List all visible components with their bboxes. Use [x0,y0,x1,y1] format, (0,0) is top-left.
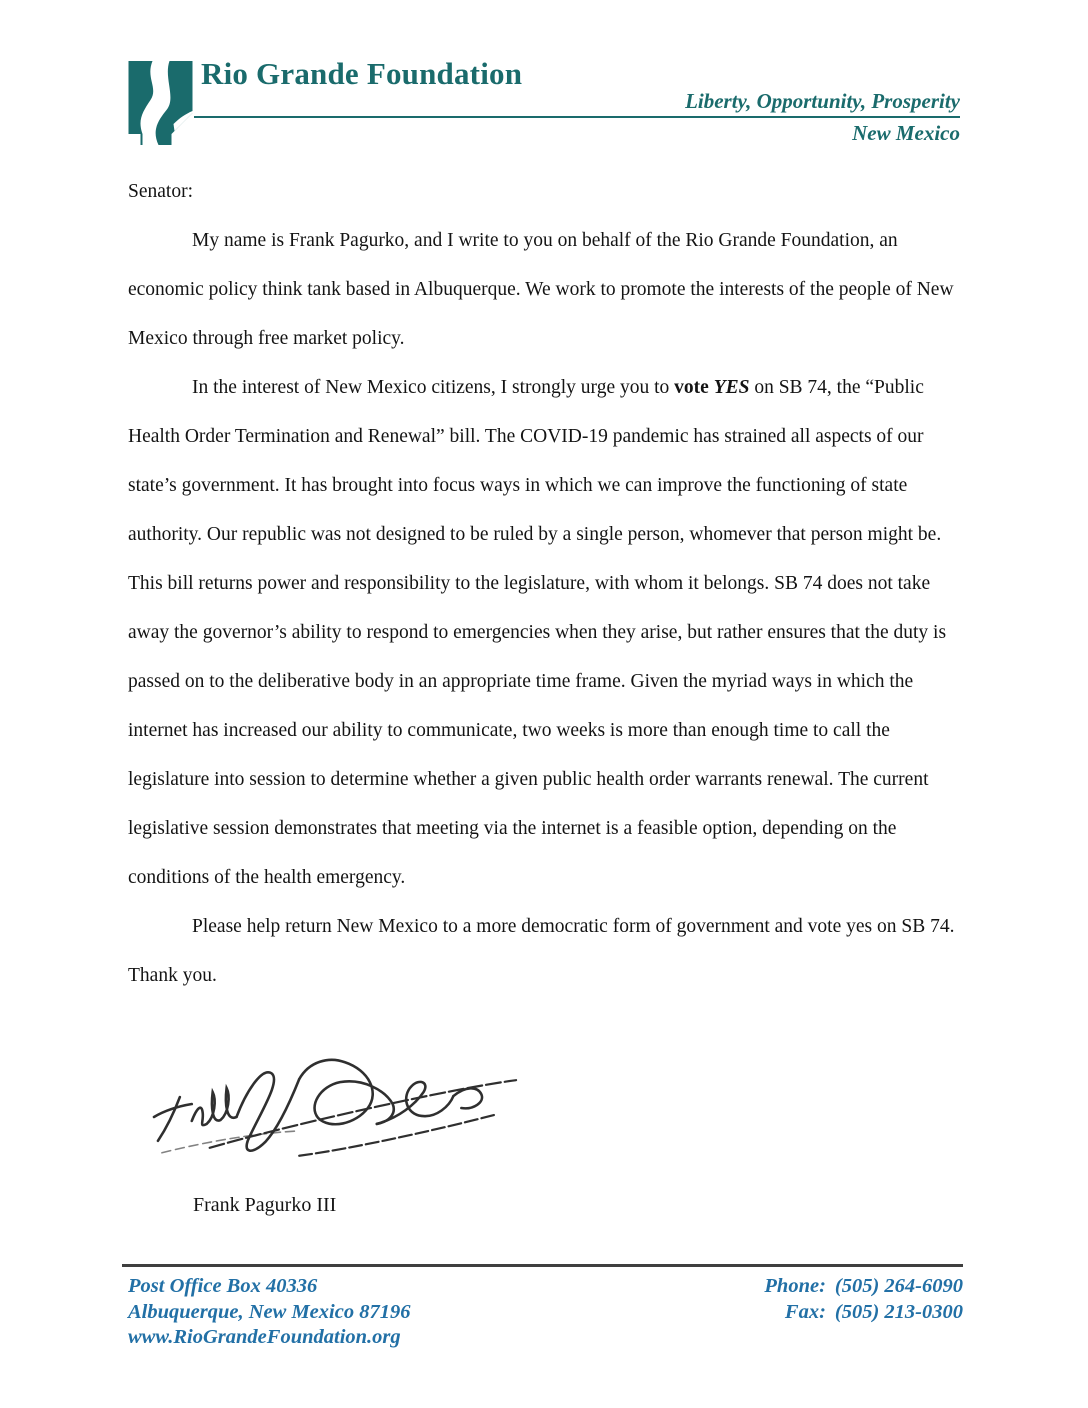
paragraph-text: vote [674,377,714,398]
new-mexico-river-logo-icon [127,58,194,146]
paragraph-text: YES [713,377,750,398]
signatory-name: Frank Pagurko III [193,1194,337,1216]
footer [128,1274,963,1351]
fax-number: (505) 213-0300 [834,1300,963,1323]
paragraph-text: on SB 74, the “Public Health Order Termination and Renewal” bill. The COVID-19 pandemic has strained all aspects of our state’s government. It has brought into focus ways in which we can improve the functioning of state authority. Our republic was not designed to be ruled by a single person, whomever that person might be. This bill returns power and responsibility to the legislature, with whom it belongs. SB 74 does not take away the governor’s ability to respond to emergencies when they arise, but rather ensures that the duty is passed on to the deliberative body in an appropriate time frame. Given the myriad ways in which the internet has increased our ability to communicate, two weeks is more than enough time to call the legislature into session to determine whether a given public health order warrants renewal. The current legislative session demonstrates that meeting via the internet is a feasible option, depending on the conditions of the health emergency. [128,377,947,888]
footer-divider [122,1264,963,1267]
org-tagline: Liberty, Opportunity, Prosperity [685,89,960,113]
paragraph-text: Senator: [128,181,193,202]
footer-website: www.RioGrandeFoundation.org [128,1326,401,1348]
handwritten-signature-image [150,1050,528,1168]
header-divider [194,116,960,118]
footer-address-block [128,1274,410,1351]
paragraph-text: My name is Frank Pagurko, and I write to you on behalf of the Rio Grande Foundation, an economic policy think tank based in Albuquerque. We work to promote the interests of the people of New Mexico through free market policy. [128,230,954,349]
footer-phone-row [764,1274,963,1300]
letter-body [128,167,968,1000]
paragraph-text: In the interest of New Mexico citizens, I strongly urge you to [192,377,675,398]
paragraph [128,363,968,902]
paragraph [128,167,968,216]
fax-label: Fax: [784,1300,826,1323]
paragraph [128,216,968,363]
paragraph-text: Please help return New Mexico to a more democratic form of government and vote yes on SB 74. Thank you. [128,916,955,986]
phone-label: Phone: [764,1275,826,1297]
footer-fax-row [764,1300,963,1326]
footer-contact-block [764,1274,963,1351]
org-region: New Mexico [852,121,960,145]
footer-po-box: Post Office Box 40336 [128,1275,318,1297]
phone-number: (505) 264-6090 [834,1275,963,1297]
paragraph [128,902,968,1000]
org-title: Rio Grande Foundation [201,56,523,91]
footer-city-line: Albuquerque, New Mexico 87196 [128,1300,411,1323]
